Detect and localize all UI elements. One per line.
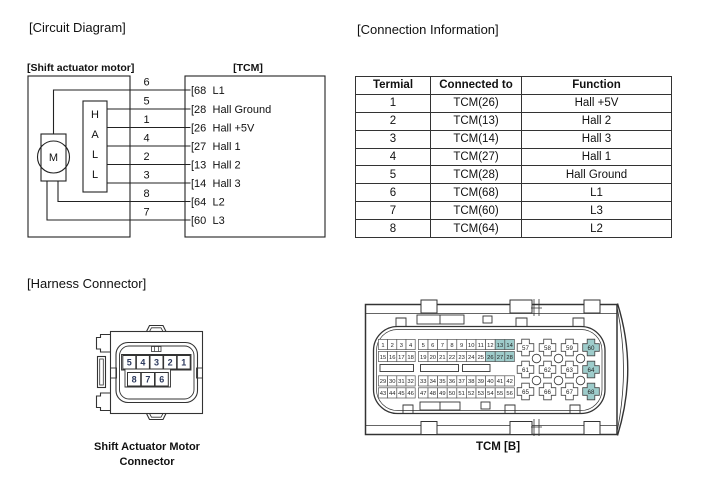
- hall-letter: L: [91, 149, 99, 161]
- motor-connector-caption-line2: Connector: [119, 455, 175, 468]
- table-cell: 4: [356, 148, 431, 166]
- tcm-grid-pin-number: 2: [390, 342, 394, 349]
- tcm-pin-number: [27: [191, 141, 207, 153]
- table-row: [356, 220, 672, 238]
- tcm-cross-pin-number: 68: [587, 388, 595, 396]
- wire-number: 2: [143, 151, 150, 163]
- table-cell: L1: [522, 184, 672, 202]
- tcm-pin-number: [68: [191, 85, 207, 97]
- tcm-grid-pin-number: 31: [398, 379, 405, 386]
- circuit-diagram: [20, 55, 340, 247]
- tcm-grid-pin-number: 20: [429, 354, 437, 361]
- tcm-grid-pin-number: 3: [399, 342, 404, 349]
- tcm-end-cap: [618, 304, 628, 436]
- tcm-cross-pin-number: 57: [522, 344, 529, 352]
- tcm-cross-pin-number: 67: [566, 388, 573, 396]
- table-row: [356, 184, 672, 202]
- connection-table-body: [356, 94, 672, 237]
- table-cell: 3: [356, 130, 431, 148]
- tcm-end-cap-inner: [618, 310, 624, 430]
- top-tab-inner: [150, 328, 164, 332]
- key-notch-lines: [155, 347, 159, 352]
- connection-information-heading: [Connection Information]: [357, 22, 499, 37]
- tcm-grid-pin-number: 37: [458, 379, 465, 386]
- motor-pin-number: 3: [153, 357, 160, 368]
- motor-pin-number: 8: [131, 374, 137, 385]
- tcm-cross-pin-number: 65: [522, 388, 529, 396]
- tcm-grid-pin-number: 33: [419, 379, 427, 386]
- tcm-grid-pin-number: 25: [477, 354, 485, 361]
- tcm-grid-pin-number: 10: [467, 342, 475, 349]
- tcm-pin-number: [26: [191, 122, 207, 135]
- table-cell: TCM(14): [431, 130, 522, 148]
- table-cell: Hall 2: [522, 112, 672, 130]
- connection-table-header: Function: [522, 77, 672, 95]
- tcm-pin-number: [60: [191, 215, 207, 227]
- motor-pin-number: 7: [145, 374, 151, 385]
- tcm-grid-pin-number: 50: [448, 391, 456, 398]
- table-cell: Hall +5V: [522, 94, 672, 112]
- tcm-grid-pin-number: 51: [458, 391, 465, 398]
- tcm-grid-pin-number: 49: [439, 391, 446, 398]
- tcm-pin-function: L2: [212, 196, 225, 209]
- hall-letter: L: [91, 169, 99, 181]
- tcm-grid-pin-number: 40: [487, 379, 494, 386]
- tcm-grid-pin-number: 43: [379, 391, 387, 398]
- circuit-diagram-heading: [Circuit Diagram]: [29, 20, 126, 35]
- tcm-grid-pin-number: 48: [429, 391, 437, 398]
- bottom-tab: [147, 414, 167, 420]
- tcm-grid-pin-number: 21: [439, 354, 446, 361]
- wire-number: 3: [143, 169, 150, 182]
- tcm-grid-pin-number: 44: [388, 391, 396, 398]
- tcm-grid-pin-number: 4: [408, 342, 413, 349]
- table-cell: TCM(28): [431, 166, 522, 184]
- tcm-grid-pin-number: 29: [379, 379, 387, 386]
- table-row: [356, 112, 672, 130]
- tcm-blank-slots: [380, 365, 490, 372]
- tcm-pin-number: [14: [191, 178, 207, 190]
- tcm-grid-pin-number: 41: [496, 379, 504, 386]
- tcm-grid-pin-number: 38: [467, 379, 475, 386]
- tcm-cross-pin-number: 59: [566, 344, 573, 352]
- left-slot-inner: [100, 359, 104, 385]
- tcm-cross-pin-number: 58: [544, 344, 551, 352]
- wire-number: 6: [143, 76, 150, 89]
- tcm-grid-pin-number: 16: [388, 354, 396, 361]
- tcm-cross-pin-number: 61: [522, 366, 529, 374]
- table-cell: TCM(13): [431, 112, 522, 130]
- tcm-grid-pin-number: 46: [407, 391, 414, 398]
- table-cell: Hall Ground: [522, 166, 672, 184]
- tcm-grid-pin-number: 13: [496, 342, 504, 349]
- tcm-grid-pin-number: 42: [506, 379, 513, 386]
- tcm-connector-figure: [360, 294, 656, 442]
- harness-connector-heading: [Harness Connector]: [27, 276, 147, 291]
- tcm-grid-pin-number: 32: [407, 379, 414, 386]
- tcm-grid-pin-number: 52: [467, 391, 475, 398]
- table-cell: TCM(26): [431, 94, 522, 112]
- motor-symbol: M: [48, 152, 59, 164]
- tcm-grid-pin-number: 54: [487, 391, 494, 398]
- tcm-grid-pin-number: 27: [496, 354, 504, 361]
- key-notch: [152, 347, 162, 352]
- tcm-grid-pin-number: 53: [477, 391, 485, 398]
- tcm-connector-caption: TCM [B]: [475, 441, 521, 453]
- tcm-grid-pin-number: 24: [467, 354, 475, 361]
- table-row: [356, 94, 672, 112]
- motor-connector-pins: [123, 356, 190, 387]
- tcm-grid-pin-number: 45: [398, 391, 405, 398]
- wire-number: 1: [143, 114, 150, 126]
- tcm-grid-pin-number: 14: [506, 342, 513, 349]
- table-cell: TCM(68): [431, 184, 522, 202]
- hall-letter: H: [91, 109, 99, 121]
- table-cell: 1: [356, 94, 431, 112]
- left-slot: [98, 357, 106, 388]
- table-row: [356, 130, 672, 148]
- connection-table-header: Termial: [356, 77, 431, 95]
- motor-connector-caption-line1: Shift Actuator Motor: [94, 441, 200, 453]
- motor-pin-number: 2: [167, 357, 173, 368]
- tcm-cross-pin-number: 63: [566, 366, 573, 374]
- wire-number: 7: [143, 206, 150, 219]
- tcm-pin-number: [13: [191, 159, 207, 172]
- tcm-grid-pin-number: 26: [487, 354, 494, 361]
- tcm-cross-pin-number: 60: [587, 344, 595, 352]
- tcm-grid-pin-number: 39: [477, 379, 485, 386]
- table-cell: 6: [356, 184, 431, 202]
- circuit-wires: [47, 77, 271, 228]
- wire-number: 4: [143, 132, 150, 145]
- tcm-pin-function: Hall +5V: [212, 122, 255, 135]
- table-cell: 8: [356, 220, 431, 238]
- tcm-pin-function: Hall 2: [212, 159, 241, 172]
- tcm-box-label: [TCM]: [233, 62, 263, 74]
- tcm-grid-pin-number: 19: [419, 354, 427, 361]
- tcm-pin-number: [28: [191, 104, 207, 116]
- tcm-pin-function: Hall 1: [212, 141, 241, 153]
- tcm-grid-pin-number: 23: [458, 354, 465, 361]
- wire-line: [58, 181, 191, 202]
- motor-connector-caption: [57, 440, 237, 470]
- motor-outer-box: [28, 76, 130, 237]
- tcm-grid-pin-number: 8: [450, 342, 454, 349]
- tcm-grid-pin-number: 34: [429, 379, 437, 386]
- tcm-cross-pin-number: 64: [587, 366, 595, 374]
- motor-connector-figure: [88, 320, 208, 420]
- tcm-grid-pin-number: 56: [506, 391, 513, 398]
- wire-number: 5: [143, 95, 150, 108]
- tcm-pin-function: Hall Ground: [212, 104, 272, 116]
- tcm-grid-pin-number: 36: [448, 379, 456, 386]
- table-row: [356, 202, 672, 220]
- table-cell: Hall 3: [522, 130, 672, 148]
- connection-table: [355, 76, 672, 238]
- tcm-grid-pin-number: 5: [421, 342, 425, 349]
- table-row: [356, 148, 672, 166]
- tcm-pin-function: Hall 3: [212, 178, 241, 190]
- tcm-pin-function: L1: [212, 85, 225, 97]
- tcm-grid-pin-number: 1: [381, 342, 385, 349]
- wire-line: [47, 181, 191, 220]
- tcm-grid-pin-number: 18: [407, 354, 414, 361]
- tcm-grid-pin-number: 28: [506, 354, 513, 361]
- table-cell: TCM(64): [431, 220, 522, 238]
- shift-actuator-motor-box-label: [Shift actuator motor]: [27, 62, 135, 74]
- tcm-cross-pin-number: 66: [544, 388, 551, 396]
- tcm-grid-pin-number: 35: [439, 379, 446, 386]
- tcm-pin-number: [64: [191, 196, 207, 209]
- tcm-grid-pin-number: 47: [419, 391, 427, 398]
- wire-number: 8: [143, 188, 150, 200]
- tcm-box: [185, 76, 325, 237]
- tcm-grid-pin-number: 7: [440, 342, 445, 349]
- tcm-pin-function: L3: [212, 215, 225, 227]
- tcm-grid-pin-number: 15: [379, 354, 387, 361]
- table-cell: L3: [522, 202, 672, 220]
- tcm-grid-pin-number: 30: [388, 379, 396, 386]
- table-cell: TCM(27): [431, 148, 522, 166]
- motor-pin-number: 4: [140, 357, 146, 368]
- table-row: [356, 166, 672, 184]
- motor-pin-number: 5: [126, 357, 132, 368]
- top-tab: [147, 326, 167, 332]
- connection-table-wrap: [355, 76, 672, 238]
- table-cell: 5: [356, 166, 431, 184]
- tcm-grid-pin-number: 55: [496, 391, 504, 398]
- left-bottom-tab: [97, 393, 111, 411]
- tcm-grid-pin-number: 11: [477, 342, 484, 349]
- tcm-grid-pin-number: 12: [487, 342, 494, 349]
- left-top-tab: [97, 335, 111, 353]
- table-cell: L2: [522, 220, 672, 238]
- motor-pin-number: 6: [159, 374, 165, 385]
- table-cell: TCM(60): [431, 202, 522, 220]
- hall-letter: A: [91, 129, 99, 141]
- connection-table-header: Connected to: [431, 77, 522, 95]
- tcm-grid-pin-number: 22: [448, 354, 456, 361]
- tcm-grid-pin-number: 9: [459, 342, 464, 349]
- table-cell: Hall 1: [522, 148, 672, 166]
- hall-letters: [91, 109, 99, 181]
- table-cell: 7: [356, 202, 431, 220]
- tcm-grid-pin-number: 17: [398, 354, 405, 361]
- connection-table-head: [356, 77, 672, 95]
- motor-pin-number: 1: [181, 357, 187, 368]
- tcm-grid-pin-number: 6: [431, 342, 435, 349]
- tcm-cross-pin-number: 62: [544, 366, 551, 374]
- table-cell: 2: [356, 112, 431, 130]
- bottom-tab-inner: [150, 414, 164, 418]
